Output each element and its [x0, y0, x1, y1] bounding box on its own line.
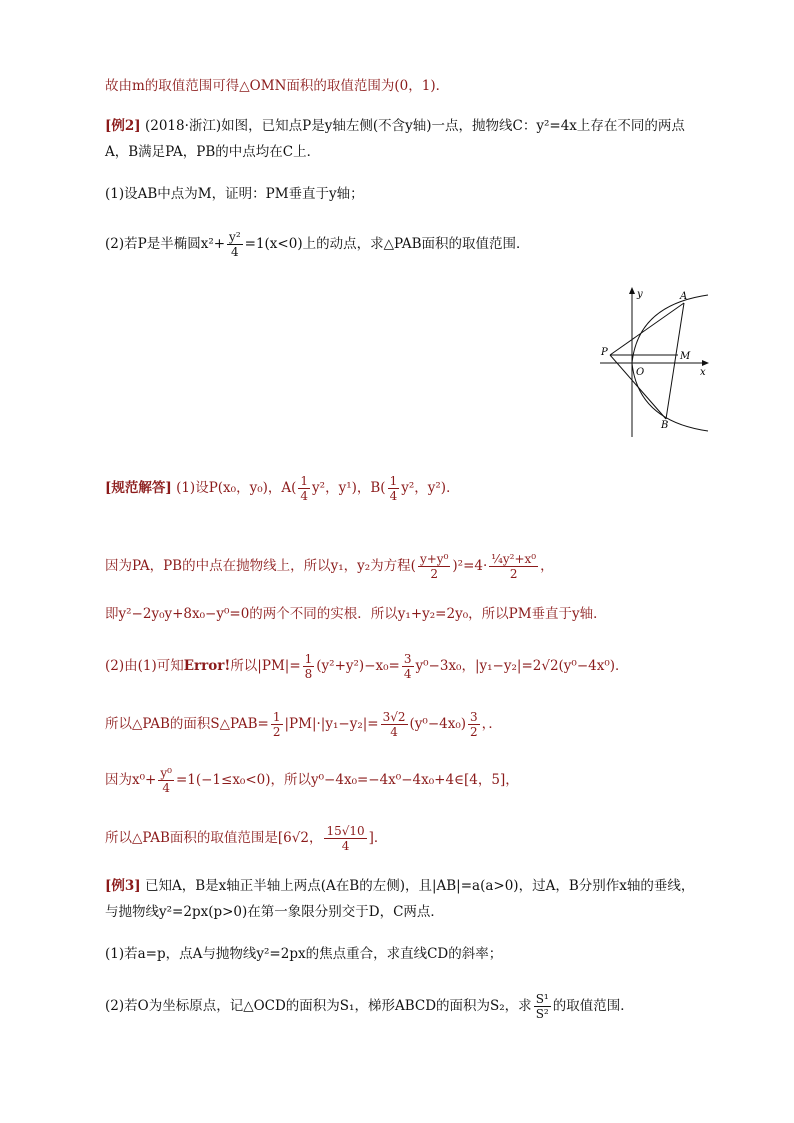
s4-f-num: 1: [304, 652, 313, 666]
s4-frac1: [303, 652, 315, 681]
example2-text-a: (2018·浙江)如图，已知点P是y轴左侧(不含y轴)一点，抛物线C：y²=4x上存在不同的两点: [144, 118, 685, 134]
label-a: A: [680, 291, 688, 302]
q3-2-f-num: S¹: [535, 992, 549, 1006]
example3-tag: [例3]: [105, 878, 141, 894]
s4-f-den: 8: [304, 667, 313, 681]
sol1-frac1: [298, 474, 310, 503]
label-m: M: [680, 351, 691, 362]
s6-f-num: y⁰: [160, 766, 172, 780]
s2-a: 因为PA，PB的中点在抛物线上，所以y₁，y₂为方程(: [105, 558, 416, 574]
example2-tag: [例2]: [105, 118, 141, 134]
label-y: y: [637, 289, 643, 300]
s4-g-den: 4: [403, 667, 412, 681]
s5-frac3: [468, 710, 480, 739]
s2-g-num: ¼y²+x⁰: [491, 552, 537, 566]
s2-frac1: [418, 552, 450, 581]
s5-f-num: 1: [272, 710, 281, 724]
question3-1: [105, 944, 502, 964]
solution-line1: [105, 474, 460, 503]
s3-text: 即y²−2y₀y+8x₀−y⁰=0的两个不同的实根．所以y₁+y₂=2y₀，所以PM垂直于y轴．: [105, 606, 607, 622]
s4-b: 所以|PM|=: [230, 658, 301, 674]
sol1-f1-num: 1: [300, 474, 309, 488]
s2-f-num: y+y⁰: [419, 552, 449, 566]
example2-line2: [105, 142, 320, 162]
s5-a: 所以△PAB的面积S△PAB=: [105, 716, 269, 732]
sol1-f1-den: 4: [300, 489, 309, 503]
s2-c: ，: [540, 558, 554, 574]
example3-text-a: 已知A，B是x轴正半轴上两点(A在B的左侧)，且|AB|=a(a>0)，过A，B分别作x轴的垂线，: [144, 878, 695, 894]
s5-h-num: 3: [470, 710, 478, 724]
q3-2-post: 的取值范围．: [552, 998, 634, 1014]
s6-b: =1(−1≤x₀<0)，所以y⁰−4x₀=−4x⁰−4x₀+4∈[4，5]，: [175, 772, 519, 788]
conclusion-line: [105, 76, 449, 96]
s6-frac: [158, 766, 174, 795]
example2-line1: [105, 116, 685, 136]
q3-2-pre: (2)若O为坐标原点，记△OCD的面积为S₁，梯形ABCD的面积为S₂，求: [105, 998, 532, 1014]
question3-2: [105, 992, 634, 1021]
s7-a: 所以△PAB面积的取值范围是[6√2，: [105, 830, 323, 846]
s6-a: 因为x⁰+: [105, 772, 157, 788]
s7-f-den: 4: [341, 839, 350, 853]
q2-pre: (2)若P是半椭圆x²+: [105, 236, 226, 252]
label-x: x: [700, 367, 706, 378]
s5-h-den: 2: [470, 725, 478, 739]
solution-tag: [规范解答]: [105, 480, 172, 496]
s7-f-num: 15√10: [326, 824, 365, 838]
s4-c: (y²+y²)−x₀=: [316, 658, 400, 674]
question1: [105, 184, 364, 204]
example2-text-b: A，B满足PA，PB的中点均在C上．: [105, 144, 321, 160]
s5-g-num: 3√2: [382, 710, 406, 724]
sol1-frac2: [388, 474, 400, 503]
solution-line7: [105, 824, 387, 853]
s2-b: )²=4·: [452, 558, 488, 574]
solution-line4: [105, 652, 629, 681]
q2-post: =1(x<0)上的动点，求△PAB面积的取值范围．: [244, 236, 530, 252]
example3-line1: [105, 876, 694, 896]
s2-f-den: 2: [430, 567, 438, 581]
q2-fraction: [227, 230, 243, 259]
q2-frac-den: 4: [231, 245, 239, 259]
s5-f-den: 2: [272, 725, 281, 739]
s7-b: ]．: [368, 830, 388, 846]
sol1-f2-den: 4: [389, 489, 398, 503]
s4-d: y⁰−3x₀，|y₁−y₂|=2√2(y⁰−4x⁰)．: [415, 658, 629, 674]
s4-frac2: [402, 652, 414, 681]
s2-frac2: [489, 552, 538, 581]
solution-line5: [105, 710, 502, 739]
question2: [105, 230, 530, 259]
solution-line2: [105, 552, 554, 581]
s4-g-num: 3: [403, 652, 412, 666]
label-b: B: [661, 420, 669, 431]
q3-1-text: (1)若a=p，点A与抛物线y²=2px的焦点重合，求直线CD的斜率；: [105, 946, 503, 962]
s5-c: (y⁰−4x₀): [409, 716, 467, 732]
s5-frac2: [381, 710, 408, 739]
sol1-c: y²，y²)．: [401, 480, 460, 496]
sol1-b: y²，y¹)，B(: [312, 480, 386, 496]
parabola-figure: [598, 285, 710, 440]
q3-2-f-den: S²: [535, 1007, 549, 1021]
sol1-a: (1)设P(x₀，y₀)，A(: [176, 480, 297, 496]
s6-f-den: 4: [162, 781, 170, 795]
question1-text: (1)设AB中点为M，证明：PM垂直于y轴；: [105, 186, 364, 202]
solution-line6: [105, 766, 519, 795]
s5-frac1: [271, 710, 283, 739]
s4-error: Error!: [183, 658, 231, 674]
s4-a: (2)由(1)可知: [105, 658, 184, 674]
label-p: P: [601, 347, 608, 358]
example3-line2: [105, 902, 444, 922]
s5-d: ，．: [481, 716, 502, 732]
example3-text-b: 与抛物线y²=2px(p>0)在第一象限分别交于D，C两点．: [105, 904, 444, 920]
s5-g-den: 4: [390, 725, 398, 739]
s7-frac: [324, 824, 366, 853]
s2-g-den: 2: [509, 567, 518, 581]
conclusion-text: 故由m的取值范围可得△OMN面积的取值范围为(0，1)．: [105, 78, 450, 94]
s5-b: |PM|·|y₁−y₂|=: [284, 716, 379, 732]
sol1-f2-num: 1: [389, 474, 398, 488]
q3-2-frac: [534, 992, 551, 1021]
q2-frac-num: y²: [229, 230, 241, 244]
solution-line3: [105, 604, 607, 624]
label-o: O: [636, 367, 645, 378]
